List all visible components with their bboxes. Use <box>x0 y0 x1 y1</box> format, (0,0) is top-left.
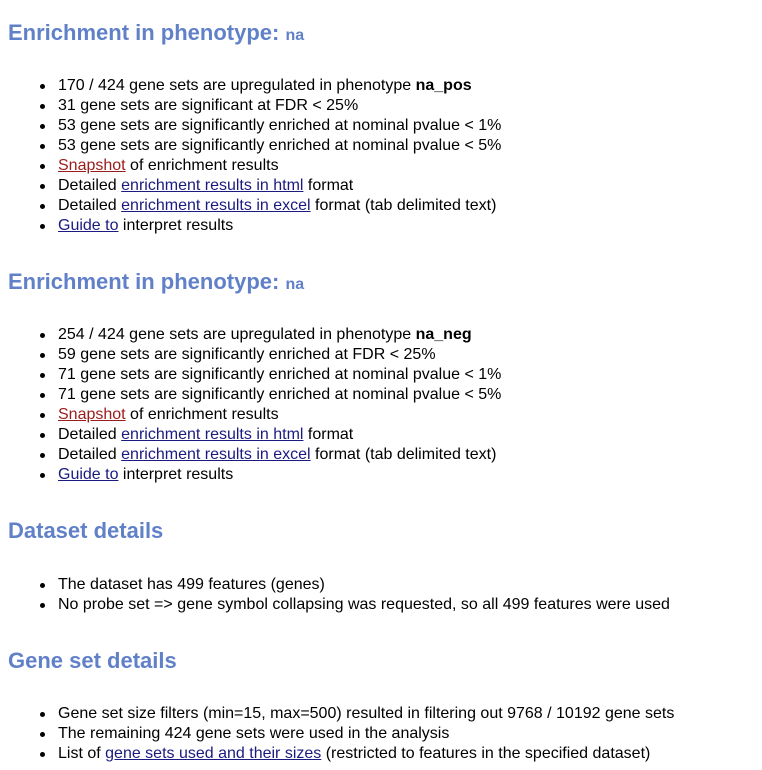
list-item-pvalue-1: 71 gene sets are significantly enriched at nominal pvalue < 1% <box>0 365 501 385</box>
list-item-text: Detailed <box>58 197 122 214</box>
list-item-html <box>0 425 501 445</box>
list-item-text: of enrichment results <box>125 406 279 423</box>
list-item-text: format (tab delimited text) <box>310 446 497 463</box>
list-item-text: Detailed <box>58 177 122 194</box>
list-item-text: List of <box>58 745 106 762</box>
section-heading <box>8 20 304 49</box>
heading-text: Enrichment in phenotype: <box>8 269 286 294</box>
phenotype-label: na_neg <box>415 326 472 343</box>
list-item-guide <box>0 216 501 236</box>
snapshot-link[interactable]: Snapshot <box>58 406 126 423</box>
list-item-text: format <box>303 177 354 194</box>
excel-results-link[interactable]: enrichment results in excel <box>121 197 311 214</box>
list-item-pvalue-1: 53 gene sets are significantly enriched at nominal pvalue < 1% <box>0 116 501 136</box>
list-item-excel <box>0 196 501 216</box>
list-item-features: The dataset has 499 features (genes) <box>0 575 670 595</box>
snapshot-link[interactable]: Snapshot <box>58 157 126 174</box>
list-item-sizes <box>0 744 674 764</box>
heading-phenotype: na <box>285 276 305 293</box>
enrichment-list <box>0 325 501 485</box>
list-item-text: Detailed <box>58 426 122 443</box>
list-item-text: format <box>303 426 354 443</box>
list-item-text: (restricted to features in the specified dataset) <box>321 745 651 762</box>
list-item-text: 170 / 424 gene sets are upregulated in phenotype <box>58 77 416 94</box>
list-item-upregulated <box>0 325 501 345</box>
list-item-remaining: The remaining 424 gene sets were used in the analysis <box>0 724 674 744</box>
list-item-snapshot <box>0 405 501 425</box>
guide-link[interactable]: Guide to <box>58 217 119 234</box>
section-heading: Dataset details <box>8 518 164 543</box>
list-item-pvalue-5: 71 gene sets are significantly enriched at nominal pvalue < 5% <box>0 385 501 405</box>
list-item-text: interpret results <box>118 466 234 483</box>
list-item-fdr: 31 gene sets are significant at FDR < 25% <box>0 96 501 116</box>
heading-text: Enrichment in phenotype: <box>8 20 286 45</box>
geneset-list <box>0 704 674 764</box>
list-item-text: format (tab delimited text) <box>310 197 497 214</box>
section-heading: Gene set details <box>8 648 177 673</box>
guide-link[interactable]: Guide to <box>58 466 119 483</box>
heading-phenotype: na <box>285 27 305 44</box>
list-item-html <box>0 176 501 196</box>
list-item-text: of enrichment results <box>125 157 279 174</box>
list-item-excel <box>0 445 501 465</box>
gene-sets-sizes-link[interactable]: gene sets used and their sizes <box>105 745 322 762</box>
excel-results-link[interactable]: enrichment results in excel <box>121 446 311 463</box>
list-item-fdr: 59 gene sets are significantly enriched at FDR < 25% <box>0 345 501 365</box>
list-item-text: 254 / 424 gene sets are upregulated in phenotype <box>58 326 416 343</box>
list-item-filters: Gene set size filters (min=15, max=500) resulted in filtering out 9768 / 10192 gene sets <box>0 704 674 724</box>
dataset-list <box>0 575 670 615</box>
html-results-link[interactable]: enrichment results in html <box>121 177 304 194</box>
list-item-upregulated <box>0 76 501 96</box>
list-item-guide <box>0 465 501 485</box>
list-item-text: Detailed <box>58 446 122 463</box>
section-heading <box>8 269 304 298</box>
enrichment-list <box>0 76 501 236</box>
phenotype-label: na_pos <box>415 77 472 94</box>
list-item-text: interpret results <box>118 217 234 234</box>
list-item-snapshot <box>0 156 501 176</box>
html-results-link[interactable]: enrichment results in html <box>121 426 304 443</box>
list-item-collapsing: No probe set => gene symbol collapsing was requested, so all 499 features were used <box>0 595 670 615</box>
list-item-pvalue-5: 53 gene sets are significantly enriched at nominal pvalue < 5% <box>0 136 501 156</box>
